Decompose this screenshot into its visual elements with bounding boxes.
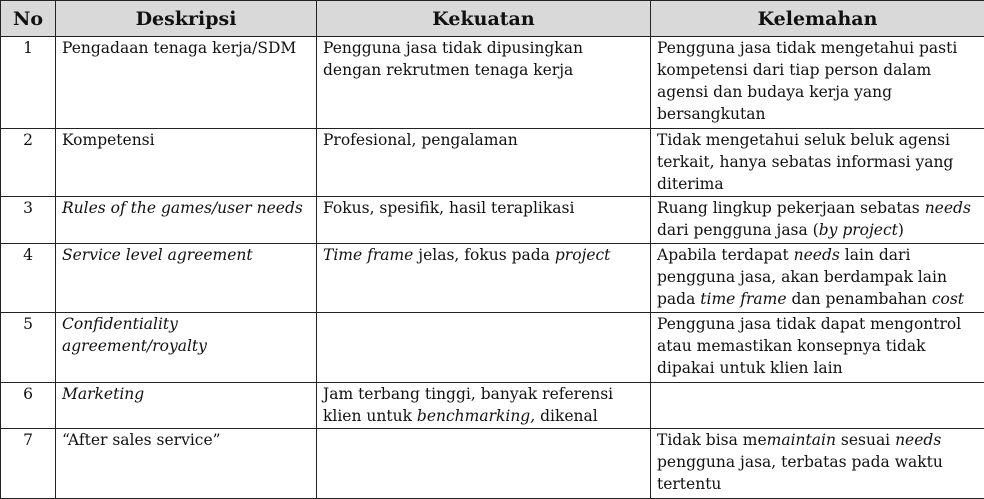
cell-kekuatan xyxy=(317,429,651,499)
deskripsi-text: Confidentiality agreement/royalty xyxy=(62,315,207,356)
cell-kekuatan: Fokus, spesifik, hasil teraplikasi xyxy=(317,197,651,243)
cell-kelemahan: Pengguna jasa tidak mengetahui pasti kompetensi dari tiap person dalam agensi dan budaya kerja yang bersangkutan xyxy=(651,37,984,129)
cell-deskripsi xyxy=(56,313,317,383)
cell-kelemahan: Pengguna jasa tidak dapat mengontrol atau memastikan konsepnya tidak dipakai untuk klien lain xyxy=(651,313,984,383)
cell-deskripsi xyxy=(56,382,317,428)
cell-kelemahan: Tidak bisa memaintain sesuai needs pengguna jasa, terbatas pada waktu tertentu xyxy=(651,429,984,499)
cell-kelemahan: Ruang lingkup pekerjaan sebatas needs dari pengguna jasa (by project) xyxy=(651,197,984,243)
cell-no: 2 xyxy=(1,128,56,197)
cell-deskripsi xyxy=(56,197,317,243)
cell-no: 6 xyxy=(1,382,56,428)
header-no: No xyxy=(1,1,56,37)
cell-kekuatan xyxy=(317,313,651,383)
cell-kekuatan: Jam terbang tinggi, banyak referensi klien untuk benchmarking, dikenal xyxy=(317,382,651,428)
cell-kelemahan xyxy=(651,382,984,428)
table-row xyxy=(1,128,984,197)
cell-deskripsi: “After sales service” xyxy=(56,429,317,499)
cell-kekuatan: Pengguna jasa tidak dipusingkan dengan rekrutmen tenaga kerja xyxy=(317,37,651,129)
cell-kelemahan: Tidak mengetahui seluk beluk agensi terkait, hanya sebatas informasi yang diterima xyxy=(651,128,984,197)
cell-deskripsi: Pengadaan tenaga kerja/SDM xyxy=(56,37,317,129)
cell-kelemahan: Apabila terdapat needs lain dari pengguna jasa, akan berdampak lain pada time frame dan penambahan cost xyxy=(651,243,984,313)
cell-no: 3 xyxy=(1,197,56,243)
header-row xyxy=(1,1,984,37)
header-deskripsi: Deskripsi xyxy=(56,1,317,37)
table-row xyxy=(1,429,984,499)
cell-no: 1 xyxy=(1,37,56,129)
cell-deskripsi xyxy=(56,243,317,313)
table-row xyxy=(1,197,984,243)
table-row xyxy=(1,382,984,428)
table-row xyxy=(1,313,984,383)
cell-deskripsi: Kompetensi xyxy=(56,128,317,197)
cell-no: 5 xyxy=(1,313,56,383)
cell-kekuatan: Time frame jelas, fokus pada project xyxy=(317,243,651,313)
table-row xyxy=(1,37,984,129)
header-kelemahan: Kelemahan xyxy=(651,1,984,37)
header-kekuatan: Kekuatan xyxy=(317,1,651,37)
cell-kekuatan: Profesional, pengalaman xyxy=(317,128,651,197)
deskripsi-text: Rules of the games/user needs xyxy=(62,199,303,218)
deskripsi-text: Service level agreement xyxy=(62,245,253,264)
deskripsi-text: Marketing xyxy=(62,384,145,403)
cell-no: 4 xyxy=(1,243,56,313)
table-row xyxy=(1,243,984,313)
cell-no: 7 xyxy=(1,429,56,499)
